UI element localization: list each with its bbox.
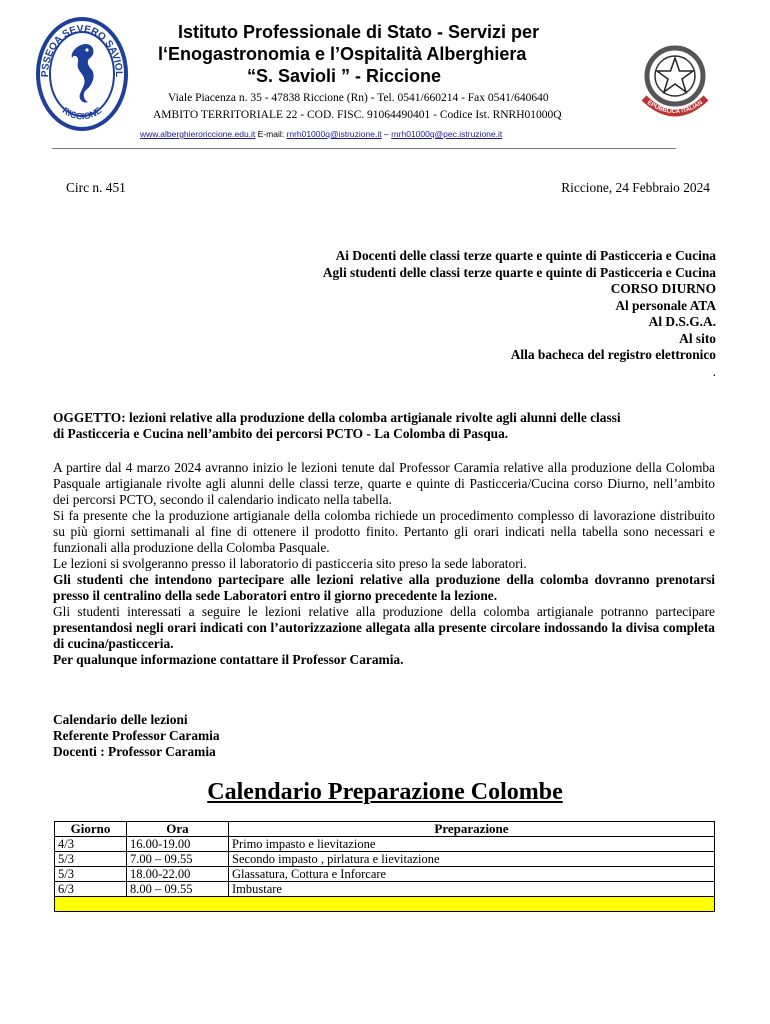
paragraph-5-bold: presentandosi negli orari indicati con l’autorizzazione allegata alla presente circolare indossando la divisa completa di cucina/pasticceria. — [53, 620, 715, 651]
circular-number: Circ n. 451 — [66, 180, 126, 195]
cell-giorno: 6/3 — [55, 882, 127, 897]
republic-emblem — [636, 38, 714, 122]
pec-link[interactable]: rnrh01000q@pec.istruzione.it — [391, 129, 503, 139]
logo-text-top: PSSEOA SEVERO SAVIOL — [39, 23, 125, 78]
cell-giorno: 4/3 — [55, 837, 127, 852]
paragraph-4: Gli studenti che intendono partecipare alle lezioni relative alla produzione della colomba dovranno prenotarsi presso il centralino della sede Laboratori entro il giorno precedente la lezione. — [53, 572, 715, 603]
body-text — [53, 460, 715, 668]
paragraph-1: A partire dal 4 marzo 2024 avranno inizio le lezioni tenute dal Professor Caramia relative alla produzione della Colomba Pasquale artigianale rivolte agli alunni delle classi terze, quarte e quinte di Pasticceria/Cucina corso Diurno, nell’ambito dei percorsi PCTO, secondo il calendario indicato nella tabella. — [53, 460, 715, 507]
email-label: E-mail: — [257, 129, 285, 139]
header-ora: Ora — [127, 822, 229, 837]
info-line1: Calendario delle lezioni — [53, 712, 188, 727]
lesson-info — [53, 712, 220, 760]
cell-ora: 16.00-19.00 — [127, 837, 229, 852]
paragraph-3: Le lezioni si svolgeranno presso il laboratorio di pasticceria sito preso la sede laboratori. — [53, 556, 527, 571]
header-title-line3: “S. Savioli ” - Riccione — [247, 66, 442, 86]
cell-giorno: 5/3 — [55, 867, 127, 882]
paragraph-5-start: Gli studenti interessati a seguire le lezioni relative alla produzione della colomba artigianale potranno partecipare — [53, 604, 715, 619]
header-title-line1: Istituto Professionale di Stato - Servizi per — [178, 22, 540, 42]
cell-preparazione: Primo impasto e lievitazione — [229, 837, 715, 852]
cell-ora: 18.00-22.00 — [127, 867, 229, 882]
table-row — [55, 867, 715, 882]
calendar-title: Calendario Preparazione Colombe — [207, 779, 563, 805]
table-row — [55, 837, 715, 852]
school-logo — [34, 14, 130, 132]
subject-line2: di Pasticceria e Cucina nell’ambito dei percorsi PCTO - La Colomba di Pasqua. — [53, 426, 509, 441]
addressee-line: CORSO DIURNO — [610, 281, 716, 296]
header-preparazione: Preparazione — [229, 822, 715, 837]
subject-line1: OGGETTO: lezioni relative alla produzione della colomba artigianale rivolte agli alunni delle classi — [53, 410, 621, 425]
circular-date: Riccione, 24 Febbraio 2024 — [561, 180, 710, 195]
header-address: Viale Piacenza n. 35 - 47838 Riccione (Rn) - Tel. 0541/660214 - Fax 0541/640640 — [168, 92, 549, 104]
table-header-row — [55, 822, 715, 837]
addressee-line: Al personale ATA — [615, 297, 716, 313]
contact-separator: – — [383, 129, 389, 139]
info-line2: Referente Professor Caramia — [53, 728, 220, 743]
addressee-line: Alla bacheca del registro elettronico — [510, 347, 716, 362]
highlight-cell — [55, 897, 715, 912]
table-row — [55, 882, 715, 897]
cell-preparazione: Glassatura, Cottura e Inforcare — [229, 867, 715, 882]
header-divider — [52, 148, 676, 149]
paragraph-5 — [53, 604, 715, 652]
highlight-row — [55, 897, 715, 912]
header-giorno: Giorno — [55, 822, 127, 837]
subject — [53, 410, 717, 442]
addressee-line: . — [712, 363, 716, 379]
cell-ora: 7.00 – 09.55 — [127, 852, 229, 867]
addressee-line: Al sito — [679, 330, 716, 346]
addressee-line: Agli studenti delle classi terze quarte e quinte di Pasticceria e Cucina — [322, 264, 716, 280]
website-link[interactable]: www.alberghieroriccione.edu.it — [140, 129, 256, 139]
paragraph-2: Si fa presente che la produzione artigianale della colomba richiede un procedimento complesso di lavorazione distribuito su più giorni settimanali al fine di ottenere il prodotto finito. Pertanto gli orari indicati nella tabella sono necessari e funzionali alla produzione della Colomba Pasquale. — [53, 508, 715, 555]
addressee-line: Al D.S.G.A. — [648, 314, 716, 329]
header-title-line2: l‘Enogastronomia e l’Ospitalità Alberghiera — [158, 44, 527, 64]
calendar-table — [54, 821, 715, 912]
cell-preparazione: Secondo impasto , pirlatura e lievitazione — [229, 852, 715, 867]
header-ambito: AMBITO TERRITORIALE 22 - COD. FISC. 91064490401 - Codice Ist. RNRH01000Q — [153, 109, 562, 121]
logo-text-bottom: RICCIONE — [60, 105, 104, 122]
email-link[interactable]: rnrh01000q@istruzione.it — [286, 129, 382, 139]
paragraph-6: Per qualunque informazione contattare il Professor Caramia. — [53, 652, 404, 667]
addressee-list — [323, 248, 716, 380]
cell-ora: 8.00 – 09.55 — [127, 882, 229, 897]
cell-giorno: 5/3 — [55, 852, 127, 867]
header-contacts — [140, 129, 502, 139]
table-row — [55, 852, 715, 867]
emblem-ribbon-text: EPUBBLICA ITALIAN — [646, 100, 704, 116]
info-line3: Docenti : Professor Caramia — [53, 744, 216, 759]
addressee-line: Ai Docenti delle classi terze quarte e quinte di Pasticceria e Cucina — [335, 248, 716, 263]
cell-preparazione: Imbustare — [229, 882, 715, 897]
